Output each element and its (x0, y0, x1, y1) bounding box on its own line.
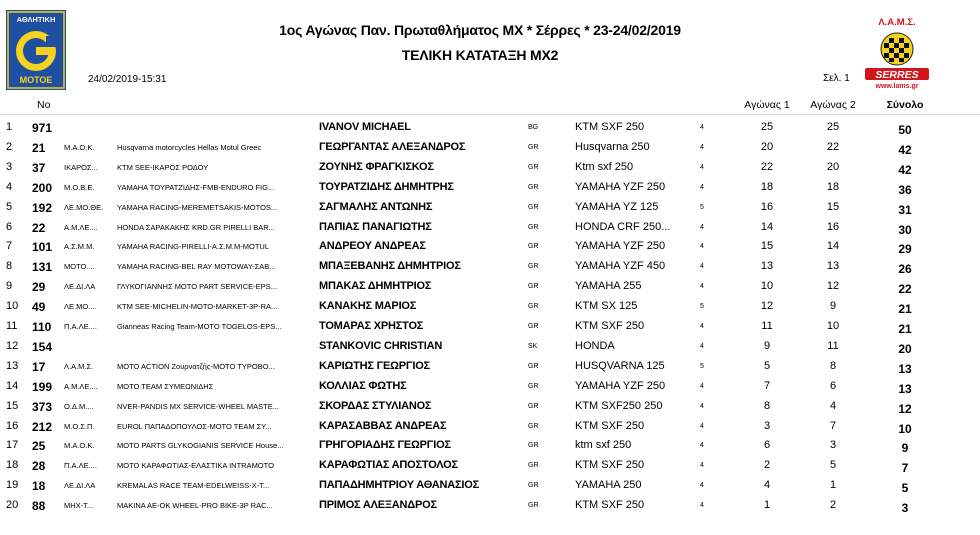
nationality-cell: BG (528, 124, 539, 131)
print-datetime: 24/02/2019-15:31 (88, 74, 167, 85)
team-cell: MAKINA AE-OK WHEEL-PRO BIKE-3P RAC... (117, 501, 273, 511)
total-points-cell: 12 (898, 401, 912, 416)
class-cell: 4 (700, 462, 704, 470)
table-row (0, 420, 980, 440)
position-cell: 20 (6, 499, 19, 512)
position-cell: 1 (6, 121, 13, 133)
nationality-cell: GR (528, 362, 539, 370)
total-points-cell: 10 (898, 421, 912, 436)
nationality-cell: GR (528, 163, 539, 171)
position-cell: 18 (6, 459, 19, 472)
nationality-cell: GR (528, 502, 539, 510)
table-row (0, 280, 980, 300)
club-cell: Π.Α.ΛΕ.... (64, 461, 97, 471)
motorcycle-cell: HONDA (575, 339, 615, 352)
total-points-cell: 21 (898, 302, 912, 317)
nationality-cell: GR (528, 323, 539, 330)
race2-points-cell: 11 (827, 339, 839, 352)
race1-points-cell: 2 (763, 459, 771, 472)
table-row (0, 499, 980, 519)
position-cell: 11 (6, 320, 18, 332)
team-cell: YAMAHA RACING-PIRELLI-Α.Σ.Μ.Μ-MOTUL (117, 242, 270, 252)
rider-name-cell: ΣΑΓΜΑΛΗΣ ΑΝΤΩΝΗΣ (319, 200, 433, 213)
class-cell: 4 (700, 283, 704, 291)
table-row (0, 340, 980, 360)
column-header-no: No (37, 99, 51, 111)
race1-points-cell: 1 (763, 499, 771, 512)
class-cell: 4 (700, 263, 704, 271)
class-cell: 4 (700, 183, 704, 191)
position-cell: 15 (6, 399, 19, 412)
race2-points-cell: 18 (826, 180, 840, 193)
race1-points-cell: 7 (763, 379, 771, 392)
rider-number-cell: 17 (32, 359, 46, 374)
rider-number-cell: 101 (32, 240, 53, 255)
rider-name-cell: IVANOV MICHAEL (319, 121, 411, 133)
race2-points-cell: 22 (826, 140, 840, 153)
rider-name-cell: ΤΟΜΑΡΑΣ ΧΡΗΣΤΟΣ (319, 320, 424, 332)
motorcycle-cell: KTM SXF 250 (575, 419, 645, 432)
race2-points-cell: 12 (826, 280, 840, 293)
motorcycle-cell: Husqvarna 250 (575, 140, 650, 153)
total-points-cell: 31 (898, 202, 912, 217)
position-cell: 16 (6, 419, 19, 432)
rider-number-cell: 29 (32, 280, 46, 295)
team-cell: YAMAHA RACING-MEREMETSAKIS-MOTOS... (117, 202, 278, 212)
rider-name-cell: ΤΟΥΡΑΤΖΙΔΗΣ ΔΗΜΗΤΡΗΣ (319, 180, 454, 193)
club-cell: Λ.Α.Μ.Σ. (64, 361, 94, 371)
total-points-cell: 50 (898, 123, 912, 137)
nationality-cell: GR (528, 303, 539, 311)
race1-points-cell: 12 (760, 300, 774, 313)
position-cell: 3 (6, 160, 13, 173)
race1-points-cell: 6 (763, 439, 771, 452)
class-cell: 4 (700, 422, 704, 430)
nationality-cell: GR (528, 442, 539, 450)
team-cell: Gianneas Racing Team-MOTO TOGELOS-EPS... (117, 322, 282, 331)
race1-points-cell: 25 (760, 121, 774, 133)
team-cell: YAMAHA ΤΟΥΡΑΤΖΙΔΗΣ-FMB-ENDURO FIG... (117, 182, 275, 192)
class-cell: 5 (700, 203, 704, 211)
race1-points-cell: 13 (760, 260, 774, 273)
rider-name-cell: STANKOVIC CHRISTIAN (319, 339, 443, 352)
team-cell: MOTO ACTION Ζουρνατζής-MOTO TYPOBO... (117, 361, 275, 371)
motorcycle-cell: YAMAHA YZF 250 (575, 240, 666, 253)
motorcycle-cell: KTM SXF 250 (575, 121, 645, 133)
position-cell: 17 (6, 439, 19, 452)
race2-points-cell: 14 (826, 240, 840, 253)
position-cell: 19 (6, 479, 19, 492)
team-cell: MOTO TEAM ΣΥΜΕΩΝΙΔΗΣ (117, 381, 214, 391)
rider-number-cell: 25 (32, 439, 46, 454)
rider-name-cell: ΚΑΡΑΣΑΒΒΑΣ ΑΝΔΡΕΑΣ (319, 419, 447, 432)
race1-points-cell: 8 (763, 399, 771, 412)
rider-name-cell: ΚΑΡΑΦΩΤΙΑΣ ΑΠΟΣΤΟΛΟΣ (319, 459, 458, 472)
motorcycle-cell: KTM SXF 250 (575, 320, 645, 332)
rider-number-cell: 88 (32, 499, 46, 514)
rider-number-cell: 21 (32, 140, 46, 155)
table-row (0, 300, 980, 320)
rider-name-cell: ΚΟΛΛΙΑΣ ΦΩΤΗΣ (319, 379, 407, 392)
class-cell: 4 (700, 402, 704, 410)
rider-number-cell: 110 (32, 320, 52, 334)
rider-number-cell: 154 (32, 339, 53, 354)
rider-name-cell: ΜΠΑΞΕΒΑΝΗΣ ΔΗΜΗΤΡΙΟΣ (319, 260, 461, 273)
rider-number-cell: 199 (32, 379, 53, 394)
race1-points-cell: 18 (760, 180, 774, 193)
race2-points-cell: 5 (829, 459, 837, 472)
table-row (0, 459, 980, 479)
nationality-cell: GR (528, 263, 539, 271)
position-cell: 8 (6, 260, 13, 273)
nationality-cell: GR (528, 203, 539, 211)
race1-points-cell: 20 (760, 140, 774, 153)
class-cell: 4 (700, 243, 704, 251)
rider-number-cell: 49 (32, 300, 46, 315)
position-cell: 13 (6, 359, 19, 372)
total-points-cell: 42 (898, 142, 912, 157)
total-points-cell: 5 (901, 481, 909, 496)
rider-name-cell: ΚΑΝΑΚΗΣ ΜΑΡΙΟΣ (319, 300, 417, 313)
nationality-cell: GR (528, 143, 539, 151)
svg-text:www.lams.gr: www.lams.gr (875, 83, 919, 90)
table-row (0, 240, 980, 260)
total-points-cell: 3 (901, 501, 909, 516)
position-cell: 5 (6, 200, 13, 213)
team-cell: HONDA ΣΑΡΑΚΑΚΗΣ KRD.GR PIRELLI BAR... (117, 222, 275, 232)
class-cell: 4 (700, 163, 704, 171)
rider-name-cell: ΑΝΔΡΕΟΥ ΑΝΔΡΕΑΣ (319, 240, 426, 253)
team-cell: Husqvarna motorcycles Hellas Motul Greec (117, 142, 262, 152)
race2-points-cell: 8 (829, 359, 837, 372)
nationality-cell: GR (528, 382, 539, 390)
total-points-cell: 7 (901, 461, 909, 476)
rider-number-cell: 131 (32, 260, 53, 275)
club-cell: Μ.Ο.Β.Ε. (64, 182, 95, 192)
team-cell: NVER-PANDIS MX SERVICE-WHEEL MASTE... (117, 401, 279, 411)
rider-number-cell: 971 (32, 121, 53, 135)
rider-name-cell: ΜΠΑΚΑΣ ΔΗΜΗΤΡΙΟΣ (319, 280, 432, 293)
table-row (0, 121, 980, 141)
motorcycle-cell: HUSQVARNA 125 (575, 359, 665, 372)
rider-number-cell: 373 (32, 399, 53, 414)
total-points-cell: 42 (898, 162, 912, 177)
class-cell: 4 (700, 502, 704, 510)
motorcycle-cell: YAMAHA 250 (575, 479, 642, 492)
nationality-cell: GR (528, 422, 539, 430)
table-row (0, 320, 980, 340)
race1-points-cell: 9 (763, 339, 771, 352)
position-cell: 4 (6, 180, 13, 193)
race2-points-cell: 20 (826, 160, 840, 173)
nationality-cell: GR (528, 462, 539, 470)
motorcycle-cell: KTM SXF 250 (575, 499, 645, 512)
class-cell: 4 (700, 342, 704, 350)
race1-points-cell: 16 (760, 200, 774, 213)
team-cell: MOTO ΚΑΡΑΦΩΤΙΑΣ-ΕΛΑΣΤΙΚΑ INTRAMOTO (117, 461, 274, 471)
table-row (0, 141, 980, 161)
rider-name-cell: ΓΕΩΡΓΑΝΤΑΣ ΑΛΕΞΑΝΔΡΟΣ (319, 140, 466, 153)
race1-points-cell: 15 (760, 240, 774, 253)
motorcycle-cell: YAMAHA 255 (575, 280, 642, 293)
table-row (0, 181, 980, 201)
race1-points-cell: 3 (763, 419, 771, 432)
table-row (0, 260, 980, 280)
rider-name-cell: ΣΚΟΡΔΑΣ ΣΤΥΛΙΑΝΟΣ (319, 399, 432, 412)
total-points-cell: 26 (898, 262, 912, 277)
club-cell: ΜΟΤΟ.... (64, 262, 95, 272)
race1-points-cell: 14 (760, 220, 774, 233)
table-row (0, 161, 980, 181)
table-row (0, 221, 980, 241)
page-number: Σελ. 1 (823, 73, 850, 84)
race2-points-cell: 2 (829, 499, 837, 512)
position-cell: 12 (6, 339, 19, 352)
club-cell: Α.Σ.Μ.Μ. (64, 242, 95, 252)
rider-number-cell: 200 (32, 180, 53, 195)
race1-points-cell: 4 (763, 479, 771, 492)
column-header-race2: Αγώνας 2 (810, 99, 856, 111)
race1-points-cell: 10 (760, 280, 774, 293)
total-points-cell: 22 (898, 282, 912, 297)
club-cell: Μ.Ο.Σ.Π. (64, 421, 95, 431)
team-cell: KTM SEE-MICHELIN-MOTO-MARKET-3P-RA... (117, 302, 278, 312)
class-cell: 4 (700, 124, 704, 131)
rider-name-cell: ΚΑΡΙΩΤΗΣ ΓΕΩΡΓΙΟΣ (319, 359, 430, 372)
table-row (0, 360, 980, 380)
class-cell: 4 (700, 442, 704, 450)
total-points-cell: 30 (898, 222, 912, 237)
club-cell: ΙΚΑΡΟΣ... (64, 162, 98, 172)
nationality-cell: GR (528, 482, 539, 490)
rider-number-cell: 37 (32, 160, 46, 175)
results-subtitle: ΤΕΛΙΚΗ ΚΑΤΑΤΑΞΗ ΜΧ2 (401, 47, 559, 63)
club-cell: Μ.Α.Ο.Κ. (64, 142, 95, 152)
nationality-cell: GR (528, 183, 539, 191)
motorcycle-cell: Ktm sxf 250 (575, 160, 634, 173)
race2-points-cell: 25 (826, 121, 840, 133)
race2-points-cell: 1 (829, 479, 837, 492)
total-points-cell: 20 (898, 341, 912, 356)
nationality-cell: GR (528, 283, 539, 291)
header-divider (0, 114, 980, 115)
class-cell: 5 (700, 303, 704, 311)
nationality-cell: GR (528, 243, 539, 251)
position-cell: 7 (6, 240, 13, 253)
svg-text:SERRES: SERRES (875, 69, 919, 81)
motorcycle-cell: YAMAHA YZF 250 (575, 379, 666, 392)
position-cell: 6 (6, 220, 13, 233)
table-row (0, 201, 980, 221)
motorcycle-cell: HONDA CRF 250... (575, 220, 671, 233)
table-row (0, 380, 980, 400)
motorcycle-cell: YAMAHA YZF 250 (575, 180, 666, 193)
race2-points-cell: 4 (829, 399, 837, 412)
rider-number-cell: 18 (32, 479, 46, 494)
club-cell: ΛΕ.ΔΙ.ΛΑ (64, 282, 96, 292)
table-row (0, 400, 980, 420)
table-row (0, 439, 980, 459)
total-points-cell: 9 (901, 441, 909, 456)
club-cell: ΛΕ.ΜΟ.... (64, 302, 97, 312)
class-cell: 4 (700, 482, 704, 490)
club-cell: Ο.Δ.Μ.... (64, 401, 94, 411)
motorcycle-cell: ktm sxf 250 (575, 439, 632, 452)
svg-text:ΜΟΤΟΕ: ΜΟΤΟΕ (19, 75, 53, 85)
svg-text:Λ.Α.Μ.Σ.: Λ.Α.Μ.Σ. (878, 17, 916, 28)
position-cell: 9 (6, 280, 13, 293)
nationality-cell: SK (528, 342, 538, 350)
rider-name-cell: ΠΡΙΜΟΣ ΑΛΕΞΑΝΔΡΟΣ (319, 499, 437, 512)
nationality-cell: GR (528, 402, 539, 410)
race2-points-cell: 9 (829, 300, 837, 313)
rider-name-cell: ΖΟΥΝΗΣ ΦΡΑΓΚΙΣΚΟΣ (319, 160, 434, 173)
race2-points-cell: 13 (826, 260, 840, 273)
race2-points-cell: 7 (829, 419, 837, 432)
team-cell: MOTO PARTS GLYKOGIANIS SERVICE House... (117, 441, 284, 451)
class-cell: 4 (700, 323, 704, 330)
total-points-cell: 13 (898, 361, 912, 376)
position-cell: 14 (6, 379, 19, 392)
race2-points-cell: 3 (829, 439, 837, 452)
column-header-total: Σύνολο (886, 99, 924, 111)
motorcycle-cell: KTM SXF 250 (575, 459, 645, 472)
event-title: 1ος Αγώνας Παν. Πρωταθλήματος ΜΧ * Σέρρες * 23-24/02/2019 (279, 22, 681, 38)
total-points-cell: 29 (898, 242, 912, 257)
column-header-race1: Αγώνας 1 (744, 99, 790, 111)
position-cell: 10 (6, 300, 19, 313)
motorcycle-cell: YAMAHA YZF 450 (575, 260, 666, 273)
rider-name-cell: ΓΡΗΓΟΡΙΑΔΗΣ ΓΕΩΡΓΙΟΣ (319, 439, 451, 452)
motorcycle-cell: KTM SX 125 (575, 300, 638, 313)
club-cell: Α.Μ.ΛΕ.... (64, 222, 98, 232)
class-cell: 4 (700, 143, 704, 151)
motorcycle-cell: KTM SXF250 250 (575, 399, 663, 412)
race1-points-cell: 22 (760, 160, 774, 173)
total-points-cell: 21 (898, 322, 912, 336)
rider-number-cell: 28 (32, 459, 46, 474)
position-cell: 2 (6, 140, 13, 153)
svg-text:ΑΘΛΗΤΙΚΗ: ΑΘΛΗΤΙΚΗ (16, 15, 56, 24)
team-cell: KREMALAS RACE TEAM-EDELWEISS-X-T... (117, 481, 270, 491)
total-points-cell: 13 (898, 381, 912, 396)
rider-number-cell: 192 (32, 200, 53, 215)
team-cell: ΓΛΥΚΟΓΙΑΝΝΗΣ MOTO PART SERVICE-EPS... (117, 282, 277, 292)
race2-points-cell: 16 (826, 220, 840, 233)
team-cell: YAMAHA RACING-BEL RAY MOTOWAY-ΣΑΒ... (117, 262, 276, 272)
club-cell: Α.Μ.ΛΕ.... (64, 381, 98, 391)
class-cell: 5 (700, 362, 704, 370)
race2-points-cell: 10 (826, 320, 840, 332)
rider-number-cell: 212 (32, 419, 53, 434)
table-row (0, 479, 980, 499)
nationality-cell: GR (528, 223, 539, 231)
race1-points-cell: 5 (763, 359, 771, 372)
club-cell: Μ.Α.Ο.Κ. (64, 441, 95, 451)
rider-name-cell: ΠΑΠΑΔΗΜΗΤΡΙΟΥ ΑΘΑΝΑΣΙΟΣ (319, 479, 480, 492)
team-cell: EUROL ΠΑΠΑΔΟΠΟΥΛΟΣ-MOTO TEAM ΣΥ... (117, 421, 272, 431)
club-cell: Π.Α.ΛΕ.... (64, 322, 97, 331)
race1-points-cell: 11 (761, 320, 773, 332)
team-cell: KTM SEE-ΙΚΑΡΟΣ ΡΟΔΟΥ (117, 162, 209, 172)
rider-number-cell: 22 (32, 220, 46, 235)
club-cell: ΛΕ.ΜΟ.ΘΕ. (64, 202, 104, 212)
club-cell: ΜΗΧ-Τ... (64, 501, 94, 511)
class-cell: 4 (700, 223, 704, 231)
club-cell: ΛΕ.ΔΙ.ΛΑ (64, 481, 96, 491)
race2-points-cell: 6 (829, 379, 837, 392)
motorcycle-cell: YAMAHA YZ 125 (575, 200, 659, 213)
class-cell: 4 (700, 382, 704, 390)
total-points-cell: 36 (898, 182, 912, 197)
rider-name-cell: ΠΑΠΙΑΣ ΠΑΝΑΓΙΩΤΗΣ (319, 220, 432, 233)
race2-points-cell: 15 (826, 200, 840, 213)
